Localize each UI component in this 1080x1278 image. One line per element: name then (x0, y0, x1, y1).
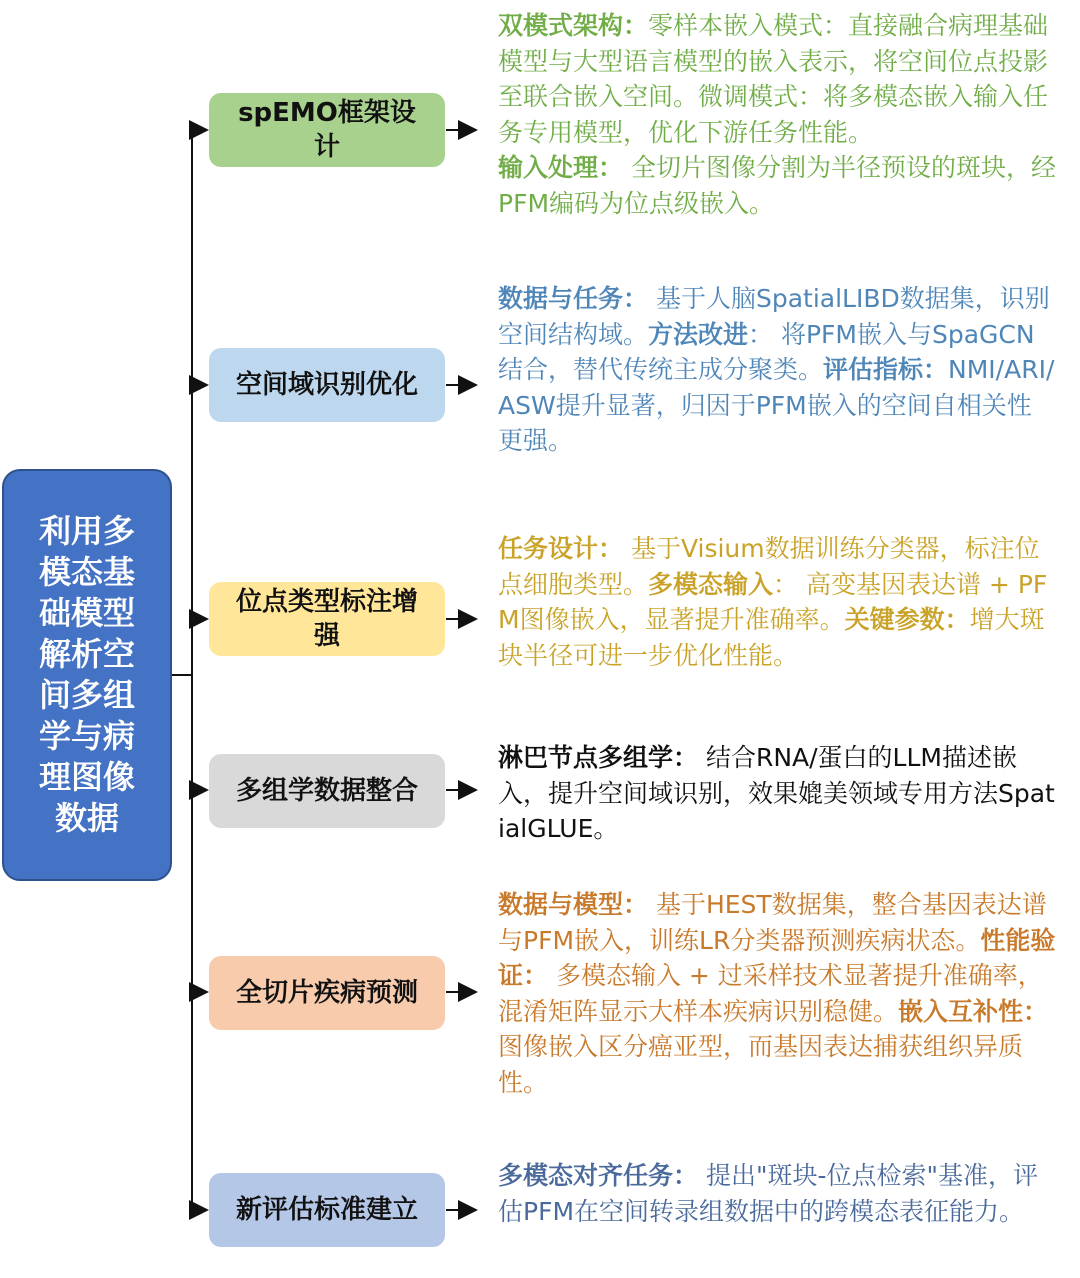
branch-node-spot-annotation: 位点类型标注增强 (209, 582, 445, 656)
description-heading: 关键参数： (844, 605, 970, 634)
description-text: 基于Visium数据训练分类器，标注位点细胞类型。 (498, 534, 1040, 599)
description-text: 结合RNA/蛋白的LLM描述嵌入，提升空间域识别，效果媲美领域专用方法SpatialGLUE。 (498, 743, 1055, 843)
description-heading: 数据与任务： (498, 284, 649, 313)
root-node: 利用多模态基础模型解析空间多组学与病理图像数据 (2, 469, 172, 881)
description-heading: 任务设计： (498, 534, 624, 563)
branch-node-multiomics: 多组学数据整合 (209, 754, 445, 828)
description-text: ： 高变基因表达谱 + PFM图像嵌入，显著提升准确率。 (498, 569, 1048, 634)
description-heading: 评估指标： (823, 355, 949, 384)
branch-description-new-benchmark (498, 1158, 1056, 1229)
branch-description-spemo-framework (498, 8, 1056, 221)
description-text: 图像嵌入区分癌亚型，而基因表达捕获组织异质性。 (498, 1032, 1024, 1097)
description-heading: 方法改进 (648, 319, 749, 349)
description-heading: 多模态对齐任务： (498, 1161, 699, 1190)
branch-description-disease-prediction (498, 887, 1056, 1100)
branch-description-spatial-domain (498, 281, 1056, 459)
description-text: ： 将PFM嵌入与SpaGCN结合，替代传统主成分聚类。 (498, 319, 1035, 384)
description-text: 基于人脑SpatialLIBD数据集，识别空间结构域。 (498, 284, 1050, 349)
branch-description-spot-annotation (498, 531, 1056, 673)
branch-node-disease-prediction: 全切片疾病预测 (209, 956, 445, 1030)
branch-node-spemo-framework: spEMO框架设计 (209, 93, 445, 167)
description-heading: 淋巴节点多组学： (498, 743, 699, 772)
description-heading: 输入处理： (498, 153, 624, 182)
description-heading: 数据与模型： (498, 890, 649, 919)
branch-description-multiomics (498, 740, 1056, 847)
branch-node-new-benchmark: 新评估标准建立 (209, 1173, 445, 1247)
branch-node-spatial-domain: 空间域识别优化 (209, 348, 445, 422)
description-text: 多模态输入 + 过采样技术显著提升准确率，混淆矩阵显示大样本疾病识别稳健。 (498, 961, 1043, 1026)
description-text: 增大斑块半径可进一步优化性能。 (498, 605, 1045, 670)
description-heading: 嵌入互补性： (898, 996, 1049, 1026)
description-text: 零样本嵌入模式：直接融合病理基础模型与大型语言模型的嵌入表示，将空间位点投影至联合嵌入空间。微调模式：将多模态嵌入输入任务专用模型，优化下游任务性能。 (498, 11, 1049, 147)
description-heading: 双模式架构： (498, 11, 649, 40)
description-heading: 多模态输入 (648, 569, 774, 599)
description-text: 全切片图像分割为半径预设的斑块，经PFM编码为位点级嵌入。 (498, 153, 1056, 218)
description-text: 提出"斑块-位点检索"基准，评估PFM在空间转录组数据中的跨模态表征能力。 (498, 1161, 1038, 1226)
description-text: 基于HEST数据集，整合基因表达谱与PFM嵌入，训练LR分类器预测疾病状态。 (498, 890, 1047, 955)
description-text: NMI/ARI/ASW提升显著，归因于PFM嵌入的空间自相关性更强。 (498, 355, 1055, 455)
description-heading: 性能验证： (498, 925, 1056, 990)
